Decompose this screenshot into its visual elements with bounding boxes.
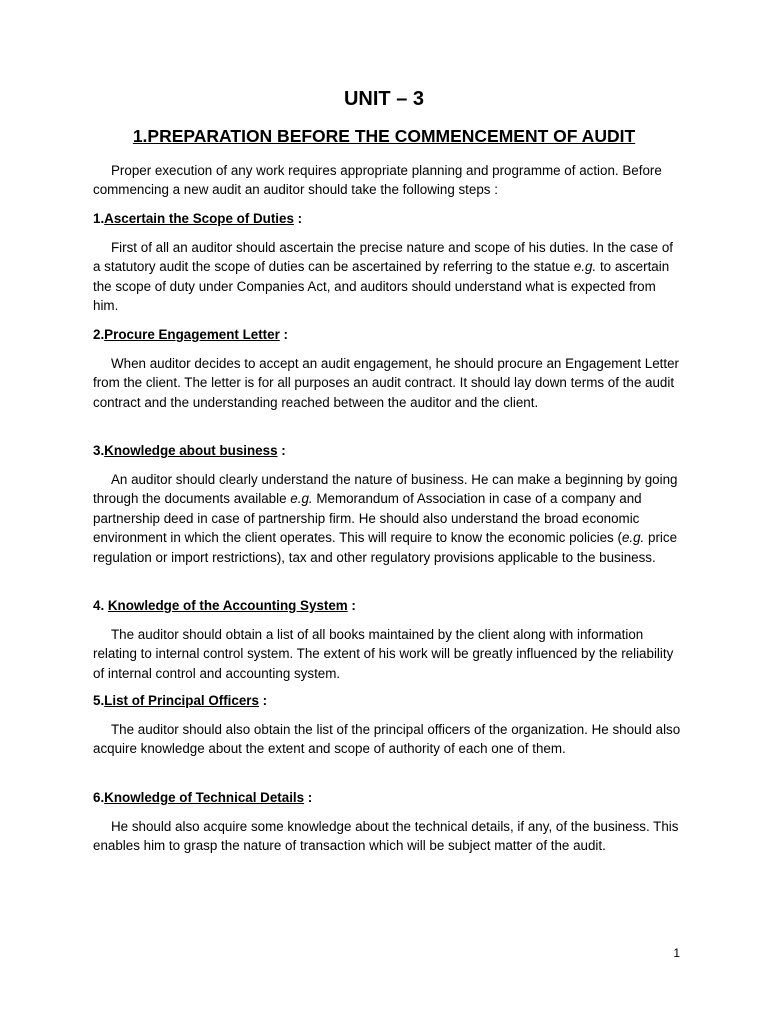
- section-heading: [93, 596, 683, 615]
- paragraph-text: price regulation or import restrictions), tax and other regulatory provisions applicable to the business.: [93, 530, 678, 565]
- section-6: [93, 788, 683, 807]
- section-heading-suffix: :: [277, 443, 286, 458]
- section-paragraph: [93, 470, 683, 567]
- paragraph-emphasis: e.g.: [290, 491, 313, 507]
- section-3-body: [93, 470, 683, 567]
- section-number: 3.: [93, 443, 105, 458]
- section-1: [93, 209, 683, 228]
- section-heading-text: Knowledge about business: [104, 443, 278, 458]
- unit-title: UNIT – 3: [343, 88, 425, 110]
- paragraph-text: An auditor should clearly understand the nature of business. He can make a beginning by going through the documents available: [93, 472, 678, 507]
- section-heading-text: Ascertain the Scope of Duties: [104, 211, 294, 226]
- intro-paragraph: Proper execution of any work requires appropriate planning and programme of action. Before commencing a new audit an auditor should take the following steps :: [93, 163, 662, 198]
- section-heading-text: Procure Engagement Letter: [104, 327, 280, 342]
- intro-block: [93, 161, 683, 200]
- section-3: [93, 441, 683, 460]
- section-6-body: [93, 817, 683, 856]
- paragraph-emphasis: e.g.: [573, 259, 597, 275]
- section-number: 1.: [93, 211, 105, 226]
- document-title: 1.PREPARATION BEFORE THE COMMENCEMENT OF AUDIT: [132, 126, 636, 146]
- section-heading-text: List of Principal Officers: [104, 693, 259, 708]
- section-heading-text: Knowledge of the Accounting System: [107, 598, 348, 613]
- section-2-body: [93, 354, 683, 412]
- section-heading-suffix: :: [293, 211, 303, 226]
- section-number: 6.: [93, 790, 105, 805]
- section-heading: [93, 441, 683, 460]
- section-number: 5.: [93, 693, 105, 708]
- section-heading-suffix: :: [304, 790, 313, 805]
- section-paragraph: When auditor decides to accept an audit engagement, he should procure an Engagement Letter from the client. The letter is for all purposes an audit contract. It should lay down terms of the audit contract and the understanding reached between the auditor and the client.: [93, 356, 679, 410]
- section-paragraph: He should also acquire some knowledge about the technical details, if any, of the business. This enables him to grasp the nature of transaction which will be subject matter of the audit.: [93, 819, 679, 854]
- paragraph-emphasis: e.g.: [621, 530, 645, 546]
- paragraph-text: First of all an auditor should ascertain the precise nature and scope of his duties. In the case of a statutory audit the scope of duties can be ascertained by referring to the statue: [93, 240, 673, 275]
- section-1-body: [93, 238, 683, 316]
- section-paragraph: [93, 238, 683, 316]
- section-number: 4.: [93, 598, 108, 613]
- paragraph-text: to ascertain the scope of duty under Companies Act, and auditors should understand what is expected from him.: [93, 259, 670, 314]
- paragraph-text: Memorandum of Association in case of a company and partnership deed in case of partnership firm. He should also understand the broad economic environment in which the client operates. This will require to know the economic policies (: [93, 491, 642, 546]
- section-5: [93, 691, 683, 710]
- section-heading: [93, 788, 683, 807]
- section-heading-suffix: :: [347, 598, 356, 613]
- section-4-body: [93, 625, 683, 683]
- section-heading: [93, 691, 683, 710]
- section-heading: [93, 325, 683, 344]
- section-5-body: [93, 720, 683, 759]
- section-paragraph: The auditor should also obtain the list of the principal officers of the organization. He should also acquire knowledge about the extent and scope of authority of each one of them.: [93, 722, 681, 757]
- section-4: [93, 596, 683, 615]
- section-number: 2.: [93, 327, 105, 342]
- section-heading-suffix: :: [279, 327, 288, 342]
- section-paragraph: The auditor should obtain a list of all books maintained by the client along with information relating to internal control system. The extent of his work will be greatly influenced by the reliability of internal control and accounting system.: [93, 627, 674, 681]
- section-heading: [93, 209, 683, 228]
- section-2: [93, 325, 683, 344]
- page-number: 1: [673, 946, 680, 960]
- section-heading-text: Knowledge of Technical Details: [104, 790, 305, 805]
- section-heading-suffix: :: [258, 693, 268, 708]
